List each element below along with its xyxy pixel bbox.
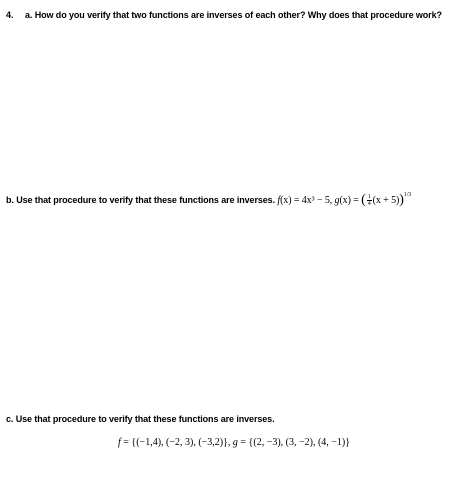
one-quarter-fraction (367, 194, 372, 207)
part-b-g-lhs: (x) = (339, 195, 359, 206)
fraction-numerator: 1 (367, 194, 371, 201)
part-b-exponent: 1/3 (403, 192, 412, 198)
question-part-b (6, 192, 411, 207)
question-number: 4. (6, 10, 14, 20)
part-b-f-definition: (x) = 4x³ − 5, (280, 195, 333, 206)
part-c-f-set: = {(−1,4), (−2, 3), (−3,2)}, (120, 437, 231, 448)
part-b-g-symbol: g (334, 195, 340, 206)
part-c-sets (118, 437, 350, 448)
part-c-g-symbol: g (232, 437, 238, 448)
part-b-equation (277, 192, 412, 208)
fraction-denominator: 4 (367, 201, 371, 208)
close-paren: ) (399, 192, 404, 208)
part-b-f-symbol: f (277, 195, 281, 206)
part-b-instruction: b. Use that procedure to verify that these functions are inverses. (6, 195, 275, 205)
open-paren: ( (361, 192, 366, 208)
part-b-inner-expression: (x + 5) (372, 195, 400, 206)
question-part-c: c. Use that procedure to verify that these functions are inverses. (6, 414, 275, 424)
part-c-g-set: = {(2, −3), (3, −2), (4, −1)} (237, 437, 351, 448)
part-c-f-symbol: f (118, 437, 121, 448)
question-part-a: a. How do you verify that two functions are inverses of each other? Why does that procedure work? (25, 10, 442, 20)
